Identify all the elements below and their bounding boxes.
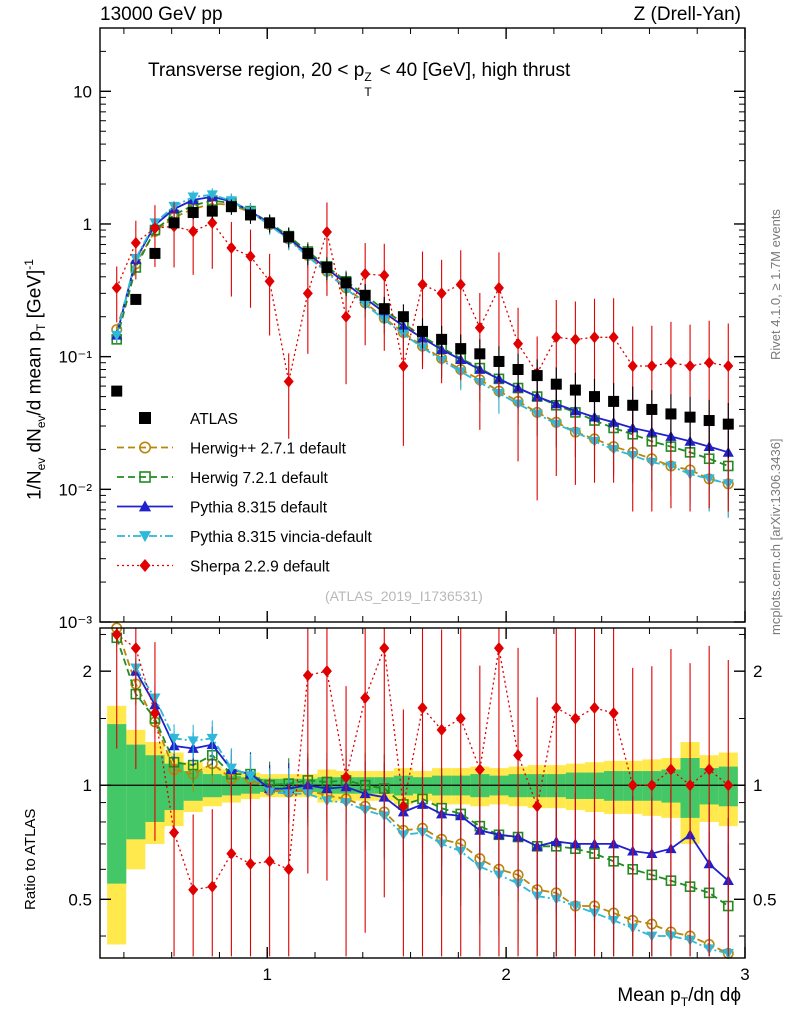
ratio-ytick-label-left-0: 2 bbox=[82, 662, 92, 682]
legend-entry-3[interactable] bbox=[117, 500, 328, 517]
legend-entry-0[interactable] bbox=[139, 411, 238, 428]
ylabel-c: /d mean p bbox=[24, 330, 46, 416]
ylabel-c-sub: T bbox=[34, 323, 49, 331]
ylabel-a: 1/N bbox=[24, 470, 46, 500]
ylabel-b: dN bbox=[24, 428, 46, 458]
ylabel-d: [GeV] bbox=[24, 269, 46, 324]
plot-title-sup: Z bbox=[364, 70, 372, 84]
ratio-xtick-label-1: 2 bbox=[501, 965, 511, 984]
legend-entry-5[interactable] bbox=[117, 559, 330, 576]
legend-label: Pythia 8.315 vincia-default bbox=[190, 529, 372, 546]
ylabel-a-sub: ev bbox=[34, 457, 49, 471]
marker-square-filled bbox=[139, 412, 151, 424]
ylabel-b-sub: ev bbox=[34, 415, 49, 429]
ylabel-d-sup: -1 bbox=[22, 259, 36, 270]
ratio-xtick-label-2: 3 bbox=[740, 965, 750, 984]
dataset-watermark: (ATLAS_2019_I1736531) bbox=[325, 588, 483, 604]
ratio-xtick-label-0: 1 bbox=[262, 965, 272, 984]
ratio-ytick-label-right-2: 0.5 bbox=[753, 890, 777, 910]
ytick-label-1: 1 bbox=[82, 214, 92, 234]
ratio-ylabel: Ratio to ATLAS bbox=[22, 808, 39, 910]
plot-title-pre: Transverse region, 20 < p bbox=[148, 60, 365, 81]
plot-title-sub: T bbox=[364, 85, 372, 99]
xlabel-a: Mean p bbox=[617, 985, 681, 1006]
header-right: Z (Drell-Yan) bbox=[633, 4, 741, 25]
ytick-label-4: 10⁻³ bbox=[58, 613, 92, 632]
ytick-label-3: 10⁻² bbox=[58, 480, 92, 500]
main-series-sherpa-2-2-9-default bbox=[112, 198, 734, 512]
xlabel-a-sub: T bbox=[680, 994, 689, 1009]
ratio-ytick-label-left-1: 1 bbox=[82, 776, 92, 796]
legend-entry-2[interactable] bbox=[117, 470, 329, 487]
xlabel-b: /dη dϕ bbox=[688, 985, 741, 1006]
ratio-ytick-label-right-0: 2 bbox=[753, 662, 763, 682]
ratio-ytick-label-left-2: 0.5 bbox=[68, 890, 92, 910]
legend-label: Herwig 7.2.1 default bbox=[190, 470, 328, 487]
header-left: 13000 GeV pp bbox=[100, 4, 223, 25]
ratio-ytick-label-right-1: 1 bbox=[753, 776, 763, 796]
ytick-label-0: 10 bbox=[73, 82, 92, 102]
legend-entry-4[interactable] bbox=[117, 529, 373, 546]
plot-title-post: < 40 [GeV], high thrust bbox=[374, 60, 571, 81]
legend-label: Herwig++ 2.7.1 default bbox=[190, 440, 346, 458]
chart-root: 13000 GeV pp Z (Drell-Yan) Rivet 4.1.0, ≥ 1.7M events mcplots.cern.ch [arXiv:1306.3436] Transverse region, 20 < p T Z < 40 [GeV], high thrust $1/N_{ev}$ $dN_{ev}/d$ mean $p_T$ [GeV]$^{-1}$ Ratio to ATLAS Mean $p_T/d\eta$ dϕ (ATLAS_2019_I1736531) 10 1 10⁻¹ 10⁻² 10⁻³ 2 2 1 1 0.5 0.5 1 2 3 ATLAS Herwig++ 2.7.1 default Herwig 7.2.1 default Pythia 8.315 default Pythia 8.315 vincia-default Sherpa 2.2.9 default bbox=[0, 0, 786, 1024]
ytick-label-2: 10⁻¹ bbox=[58, 347, 92, 367]
legend-label: Pythia 8.315 default bbox=[190, 499, 328, 517]
marker-diamond bbox=[140, 559, 151, 572]
legend-label: Sherpa 2.2.9 default bbox=[190, 558, 330, 576]
legend-entry-1[interactable] bbox=[117, 441, 347, 458]
legend-label: ATLAS bbox=[190, 411, 238, 428]
